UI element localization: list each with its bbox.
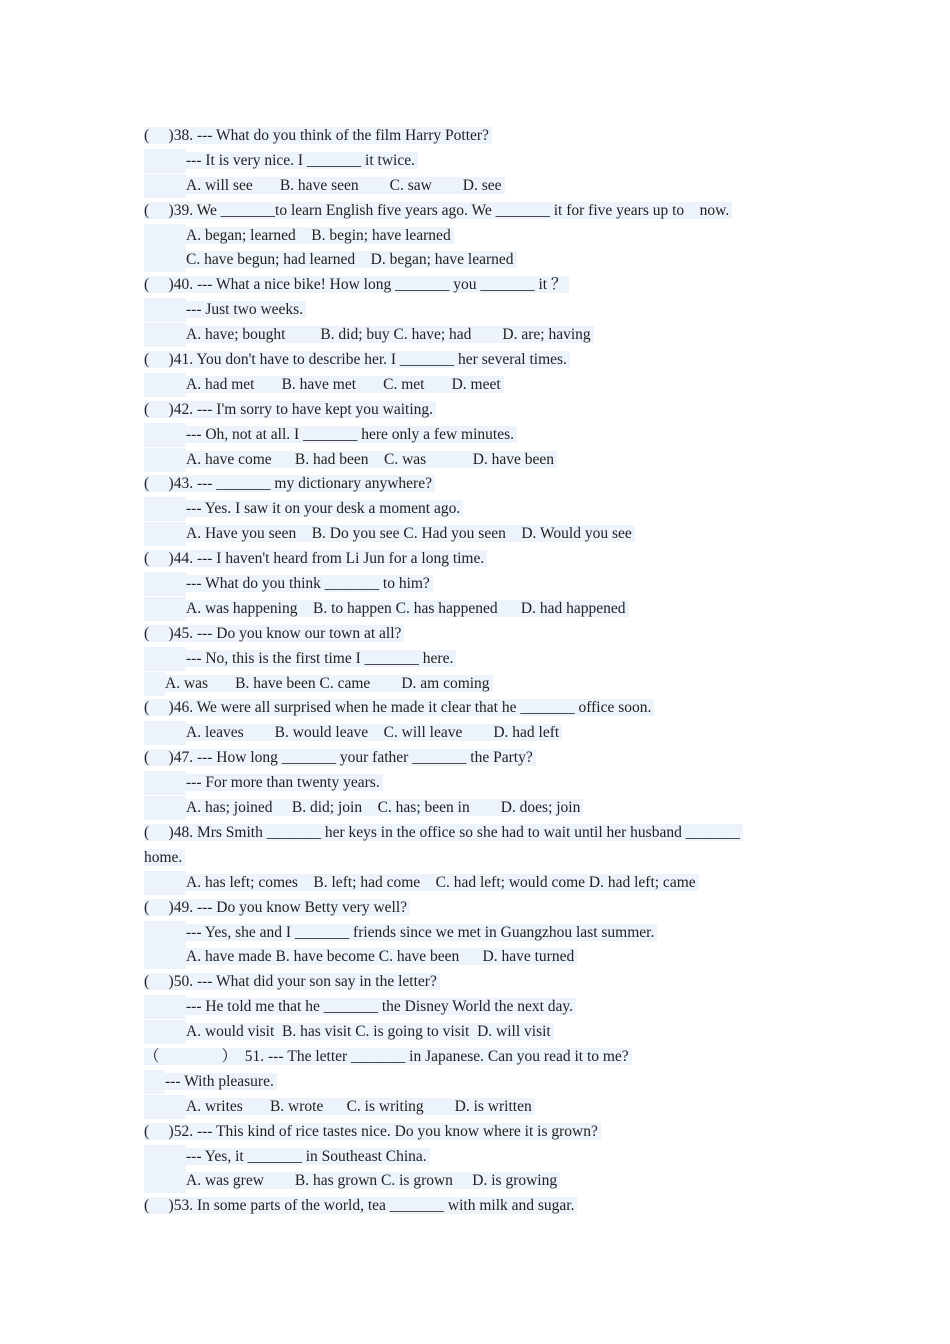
line-text: ( )49. --- Do you know Betty very well? — [144, 899, 410, 916]
line-text: A. have come B. had been C. was D. have been — [186, 451, 557, 468]
line-text: ( )41. You don't have to describe her. I _______ her several times. — [144, 351, 570, 368]
text-line — [144, 398, 804, 423]
text-line — [144, 298, 804, 323]
line-text: home. — [144, 849, 185, 866]
line-text: ( )38. --- What do you think of the film Harry Potter? — [144, 127, 492, 144]
line-text: ( )47. --- How long _______ your father _______ the Party? — [144, 749, 536, 766]
indent-space — [144, 721, 186, 745]
indent-space — [144, 497, 186, 521]
line-text: A. had met B. have met C. met D. meet — [186, 376, 504, 393]
text-line — [144, 1095, 804, 1120]
indent-space — [144, 1145, 186, 1169]
text-line — [144, 896, 804, 921]
text-line — [144, 348, 804, 373]
indent-space — [144, 647, 186, 671]
text-line — [144, 1045, 804, 1070]
text-line — [144, 224, 804, 249]
line-text: A. leaves B. would leave C. will leave D. had left — [186, 724, 562, 741]
text-line — [144, 149, 804, 174]
text-line — [144, 522, 804, 547]
line-text: A. have made B. have become C. have been D. have turned — [186, 948, 577, 965]
line-text: ( )50. --- What did your son say in the letter? — [144, 973, 440, 990]
text-line — [144, 423, 804, 448]
indent-space — [144, 1070, 165, 1094]
indent-space — [144, 522, 186, 546]
line-text: --- Yes, she and I _______ friends since we met in Guangzhou last summer. — [186, 924, 657, 941]
text-line — [144, 448, 804, 473]
text-line — [144, 472, 804, 497]
indent-space — [144, 149, 186, 173]
text-line — [144, 497, 804, 522]
line-text: ( )40. --- What a nice bike! How long _______ you _______ it ？ — [144, 276, 569, 293]
indent-space — [144, 871, 186, 895]
line-text: ( )42. --- I'm sorry to have kept you waiting. — [144, 401, 436, 418]
line-text: ( )45. --- Do you know our town at all? — [144, 625, 404, 642]
line-text: C. have begun; had learned D. began; have learned — [186, 251, 517, 268]
line-text: ( )43. --- _______ my dictionary anywhere? — [144, 475, 435, 492]
indent-space — [144, 672, 165, 696]
indent-space — [144, 174, 186, 198]
line-text: A. has; joined B. did; join C. has; been in D. does; join — [186, 799, 583, 816]
line-text: ( )53. In some parts of the world, tea _______ with milk and sugar. — [144, 1197, 577, 1214]
text-line — [144, 597, 804, 622]
text-line — [144, 846, 804, 871]
text-line — [144, 547, 804, 572]
line-text: A. was grew B. has grown C. is grown D. is growing — [186, 1172, 560, 1189]
line-text: A. Have you seen B. Do you see C. Had you seen D. Would you see — [186, 525, 635, 542]
indent-space — [144, 796, 186, 820]
text-line — [144, 970, 804, 995]
indent-space — [144, 597, 186, 621]
line-text: A. will see B. have seen C. saw D. see — [186, 177, 505, 194]
text-line — [144, 1169, 804, 1194]
indent-space — [144, 323, 186, 347]
text-line — [144, 622, 804, 647]
indent-space — [144, 771, 186, 795]
indent-space — [144, 572, 186, 596]
text-line — [144, 821, 804, 846]
line-text: A. was happening B. to happen C. has happened D. had happened — [186, 600, 629, 617]
text-line — [144, 945, 804, 970]
line-text: --- It is very nice. I _______ it twice. — [186, 152, 418, 169]
text-line — [144, 1020, 804, 1045]
indent-space — [144, 995, 186, 1019]
line-text: --- Just two weeks. — [186, 301, 306, 318]
line-text: --- Yes, it _______ in Southeast China. — [186, 1148, 430, 1165]
line-text: A. was B. have been C. came D. am coming — [165, 675, 493, 692]
line-text: --- No, this is the first time I _______ here. — [186, 650, 456, 667]
text-line — [144, 273, 804, 298]
line-text: A. writes B. wrote C. is writing D. is written — [186, 1098, 535, 1115]
indent-space — [144, 1169, 186, 1193]
indent-space — [144, 1095, 186, 1119]
line-text: --- Yes. I saw it on your desk a moment ago. — [186, 500, 463, 517]
text-line — [144, 1070, 804, 1095]
line-text: ( )52. --- This kind of rice tastes nice. Do you know where it is grown? — [144, 1123, 601, 1140]
line-text: --- With pleasure. — [165, 1073, 277, 1090]
text-line — [144, 696, 804, 721]
indent-space — [144, 1020, 186, 1044]
text-line — [144, 746, 804, 771]
line-text: A. has left; comes B. left; had come C. had left; would come D. had left; came — [186, 874, 699, 891]
text-line — [144, 248, 804, 273]
indent-space — [144, 224, 186, 248]
line-text: （ ） 51. --- The letter _______ in Japanese. Can you read it to me? — [144, 1048, 632, 1065]
indent-space — [144, 373, 186, 397]
line-text: A. have; bought B. did; buy C. have; had D. are; having — [186, 326, 594, 343]
text-line — [144, 771, 804, 796]
text-line — [144, 373, 804, 398]
line-text: --- Oh, not at all. I _______ here only a few minutes. — [186, 426, 517, 443]
line-text: A. began; learned B. begin; have learned — [186, 227, 454, 244]
line-text: ( )39. We _______to learn English five years ago. We _______ it for five years up to now. — [144, 202, 732, 219]
text-line — [144, 174, 804, 199]
indent-space — [144, 423, 186, 447]
text-line — [144, 1145, 804, 1170]
text-line — [144, 995, 804, 1020]
text-line — [144, 1194, 804, 1219]
line-text: ( )46. We were all surprised when he made it clear that he _______ office soon. — [144, 699, 654, 716]
line-text: A. would visit B. has visit C. is going to visit D. will visit — [186, 1023, 554, 1040]
indent-space — [144, 921, 186, 945]
indent-space — [144, 448, 186, 472]
line-text: ( )44. --- I haven't heard from Li Jun for a long time. — [144, 550, 487, 567]
text-line — [144, 1120, 804, 1145]
question-list — [144, 124, 804, 1219]
indent-space — [144, 248, 186, 272]
text-line — [144, 199, 804, 224]
text-line — [144, 871, 804, 896]
text-line — [144, 323, 804, 348]
line-text: --- What do you think _______ to him? — [186, 575, 433, 592]
text-line — [144, 921, 804, 946]
line-text: --- He told me that he _______ the Disney World the next day. — [186, 998, 576, 1015]
indent-space — [144, 298, 186, 322]
text-line — [144, 796, 804, 821]
text-line — [144, 672, 804, 697]
text-line — [144, 572, 804, 597]
text-line — [144, 124, 804, 149]
indent-space — [144, 945, 186, 969]
line-text: --- For more than twenty years. — [186, 774, 383, 791]
text-line — [144, 721, 804, 746]
line-text: ( )48. Mrs Smith _______ her keys in the office so she had to wait until her husband _______ — [144, 824, 743, 841]
text-line — [144, 647, 804, 672]
